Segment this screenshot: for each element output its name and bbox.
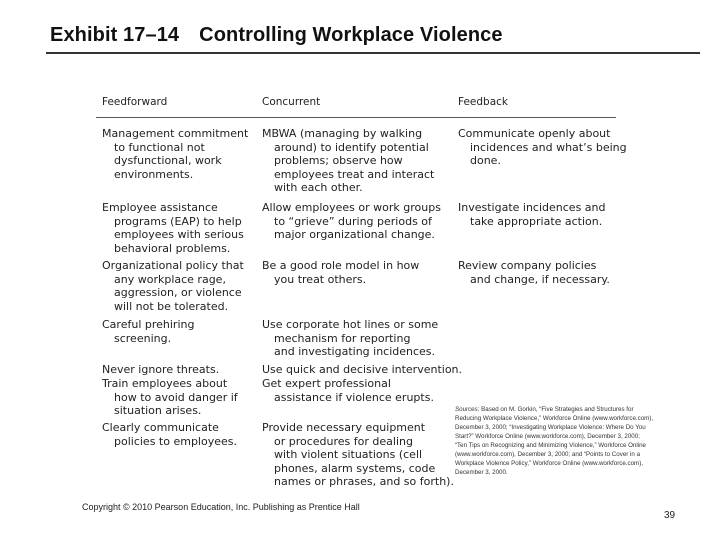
header-feedback: Feedback <box>458 96 509 108</box>
copyright-footer: Copyright © 2010 Pearson Education, Inc. Publishing as Prentice Hall <box>82 502 360 512</box>
title-underline <box>46 52 700 54</box>
exhibit-number: Exhibit 17–14 <box>50 24 180 46</box>
slide-title <box>50 24 503 47</box>
feedforward-item: Train employees about how to avoid danger if situation arises. <box>102 377 238 417</box>
feedforward-item: Employee assistance programs (EAP) to help employees with serious behavioral problems. <box>102 201 244 255</box>
feedforward-item: Clearly communicate policies to employees. <box>102 421 237 448</box>
concurrent-item: MBWA (managing by walking around) to identify potential problems; observe how employees treat and interact with each other. <box>262 127 435 194</box>
header-rule <box>96 117 616 118</box>
exhibit-title: Controlling Workplace Violence <box>199 24 503 46</box>
concurrent-item: Provide necessary equipment or procedures for dealing with violent situations (cell phones, alarm systems, code names or phrases, and so forth). <box>262 421 454 488</box>
feedforward-item: Never ignore threats. <box>102 363 220 376</box>
concurrent-item: Use quick and decisive intervention. <box>262 363 463 376</box>
concurrent-item: Use corporate hot lines or some mechanism for reporting and investigating incidences. <box>262 318 439 358</box>
feedforward-item: Careful prehiring screening. <box>102 318 195 345</box>
feedforward-item: Management commitment to functional not dysfunctional, work environments. <box>102 127 249 181</box>
page-number: 39 <box>664 510 676 521</box>
header-feedforward: Feedforward <box>102 96 168 108</box>
concurrent-item: Get expert professional assistance if violence erupts. <box>262 377 434 404</box>
feedforward-item: Organizational policy that any workplace rage, aggression, or violence will not be tolerated. <box>102 259 244 313</box>
feedback-item: Investigate incidences and take appropriate action. <box>458 201 606 228</box>
concurrent-item: Allow employees or work groups to “grieve” during periods of major organizational change. <box>262 201 441 241</box>
sources-note: Sources: Based on M. Gorkin, “Five Strategies and Structures for Reducing Workplace Violence,” Workforce Online (www.workforce.com), December 3, 2000; “Investigating Workplace Violence: Where Do You Start?” Workforce Online (www.workforce.com), December 3, 2000; “Ten Tips on Recognizing and Minimizing Violence,” Workforce Online (www.workforce.com), December 3, 2000; and “Points to Cover in a Workplace Violence Policy,” Workforce Online (www.workforce.com), December 3, 2000. <box>455 406 654 476</box>
concurrent-item: Be a good role model in how you treat others. <box>262 259 420 286</box>
feedback-item: Review company policies and change, if necessary. <box>458 259 610 286</box>
feedback-item: Communicate openly about incidences and what’s being done. <box>458 127 627 167</box>
header-concurrent: Concurrent <box>262 96 321 108</box>
sources-lead: Sources: <box>455 406 480 413</box>
